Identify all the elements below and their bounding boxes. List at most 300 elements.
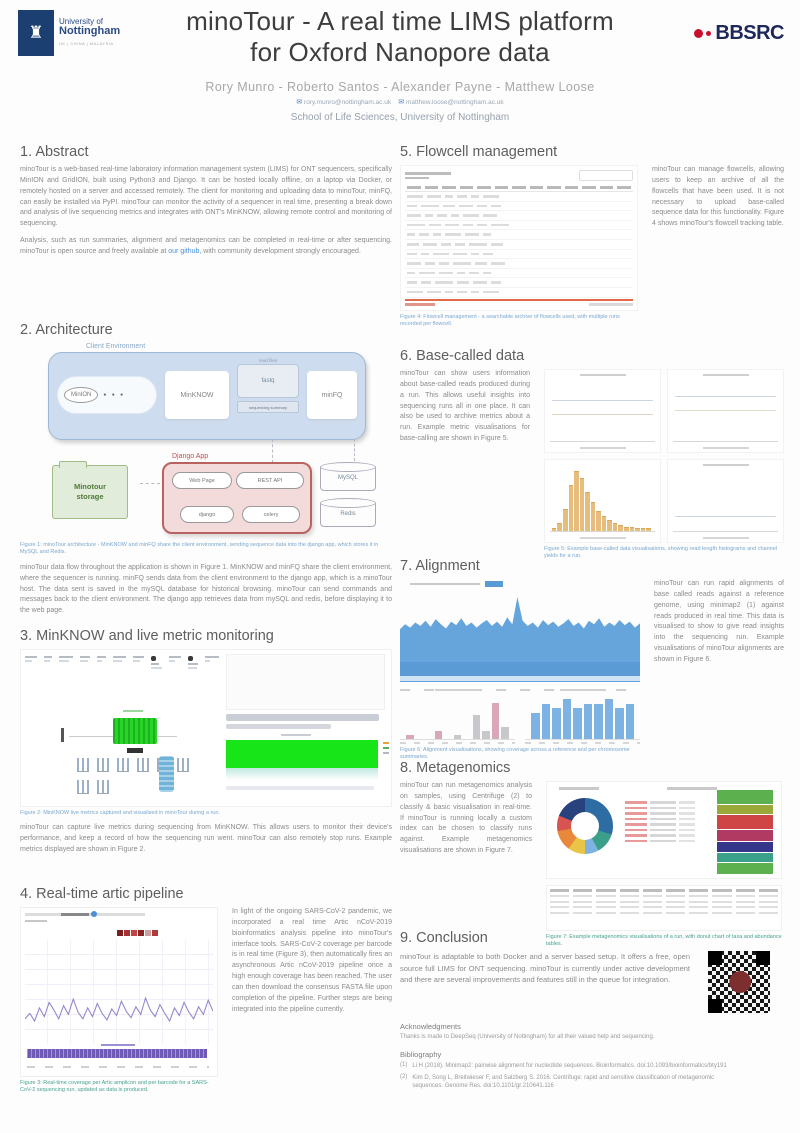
- minfq-node: minFQ: [307, 371, 357, 419]
- table-footer: [405, 303, 633, 306]
- table-cell: [736, 906, 755, 908]
- taxa-count-cell: [679, 807, 695, 810]
- architecture-diagram: [20, 343, 392, 539]
- abundance-band: [717, 853, 773, 862]
- table-cell: [475, 262, 487, 265]
- table-cell: [407, 233, 415, 236]
- table-cell: [712, 895, 731, 897]
- metric-label-line: [169, 660, 175, 662]
- metric-item: [97, 656, 106, 662]
- table-cell: [620, 901, 639, 903]
- slider-handle: [61, 728, 64, 742]
- table-row: [550, 895, 778, 897]
- artic-heading: 4. Real-time artic pipeline: [20, 886, 184, 902]
- metagenomics-bottom-table: [546, 885, 782, 931]
- architecture-heading: 2. Architecture: [20, 322, 113, 338]
- metric-value-line: [188, 663, 198, 665]
- abundance-band: [717, 805, 773, 814]
- django-node: django: [180, 506, 234, 523]
- x-axis: [673, 531, 779, 532]
- table-cell: [712, 912, 731, 914]
- figure6-alignment-charts: [400, 579, 640, 762]
- table-row[interactable]: [405, 230, 633, 240]
- affiliation: School of Life Sciences, University of Nottingham: [290, 112, 510, 123]
- taxa-name-cell: [625, 818, 647, 821]
- column-header: [425, 186, 439, 189]
- conclusion-heading: 9. Conclusion: [400, 930, 488, 946]
- envelope-icon: ✉: [398, 99, 405, 106]
- metric-label-line: [80, 660, 88, 662]
- table-cell: [421, 281, 431, 284]
- authors: Rory Munro - Roberto Santos - Alexander Payne - Matthew Loose: [205, 80, 595, 94]
- table-cell: [425, 262, 435, 265]
- table-cell: [759, 912, 778, 914]
- table-cell: [596, 895, 615, 897]
- conclusion-body: minoTour is adaptable to both Docker and a server based setup. It offers a free, open source full LIMS for ONT sequencing. minoTour is currently under active development and there are several improvements and features still in the queue for integration.: [400, 952, 690, 985]
- table-cell: [429, 224, 441, 227]
- table-title-lines: [405, 170, 451, 181]
- taxa-table-row: [625, 829, 703, 832]
- mini-bar: [406, 735, 414, 739]
- mini-bar: [584, 704, 593, 739]
- table-cell: [473, 281, 487, 284]
- figure5-basecalled-charts: [544, 369, 784, 561]
- table-cell: [427, 195, 441, 198]
- hist-bar: [574, 471, 579, 531]
- legend-line: [580, 374, 626, 376]
- metric-label-line: [113, 660, 122, 662]
- email-link-1[interactable]: rory.munro@nottingham.ac.uk: [304, 99, 392, 106]
- mini-bar: [542, 704, 551, 739]
- taxa-value-cell: [650, 818, 676, 821]
- table-title: [405, 172, 451, 175]
- x-axis-label: [703, 447, 749, 449]
- table-cell: [421, 253, 429, 256]
- table-cell: [491, 262, 505, 265]
- hist-bar: [585, 492, 590, 531]
- taxa-count-cell: [679, 829, 695, 832]
- uon-line1: University of: [59, 17, 104, 26]
- metric-value-line: [25, 656, 37, 658]
- table-cell: [457, 195, 467, 198]
- emails: [0, 98, 800, 106]
- table-cell: [445, 291, 453, 294]
- mini-bar: [435, 731, 443, 739]
- table-cell: [407, 253, 417, 256]
- table-cell: [407, 243, 419, 246]
- table-cell: [596, 901, 615, 903]
- uon-logo-text: [59, 10, 120, 46]
- minion-node: [57, 376, 157, 414]
- uon-tagline: UK | CHINA | MALAYSIA: [59, 40, 114, 46]
- table-cell: [477, 205, 487, 208]
- table-row: [550, 912, 778, 914]
- table-cell: [427, 291, 441, 294]
- table-row[interactable]: [405, 259, 633, 269]
- column-header: [550, 889, 569, 892]
- table-cell: [439, 272, 453, 275]
- table-cell: [666, 906, 685, 908]
- mini-bar: [552, 708, 561, 739]
- column-header: [712, 889, 731, 892]
- table-row[interactable]: [405, 202, 633, 212]
- metric-value-line: [80, 656, 90, 658]
- table-cell: [666, 901, 685, 903]
- table-cell: [459, 205, 473, 208]
- axis-mark: [383, 752, 389, 754]
- mini-bar: [594, 704, 603, 739]
- table-cell: [483, 233, 491, 236]
- taxa-table-row: [625, 834, 703, 837]
- metric-item: [80, 656, 90, 662]
- table-cell: [550, 912, 569, 914]
- column-header: [666, 889, 685, 892]
- mini-bar: [626, 704, 635, 739]
- flat-series-line: [552, 400, 653, 401]
- abstract-para1: minoTour is a web-based real-time laboratory information management system (LIMS) for ONT sequencers, specifically MinION and GridION, built using Python3 and Django. It can be hosted locally offline, on a laptop via Docker, or remotely hosted on a server and accessed remotely. The client for monitoring and uploading data to minoTour, minFQ, can easily be installed via PyPI. minoTour can monitor the activity of a sequencer in real time, presenting a break down and analysis of live sequencing metrics and integrates with ONT's MinKNOW, allowing remote control and monitoring of sequencing.: [20, 166, 392, 228]
- chart-cell-readlength-hist: [544, 459, 661, 543]
- column-header: [495, 186, 509, 189]
- metric-value-line: [133, 656, 144, 658]
- email-link-2[interactable]: matthew.loose@nottingham.ac.uk: [406, 99, 504, 106]
- table-subtitle: [405, 177, 429, 180]
- mini-chart-icon: [77, 758, 89, 772]
- table-row[interactable]: [405, 288, 633, 298]
- taxa-count-cell: [679, 823, 695, 826]
- metric-icon: [188, 656, 193, 661]
- table-cell: [445, 233, 461, 236]
- column-header: [547, 186, 561, 189]
- mini-bar: [473, 715, 481, 739]
- taxa-value-cell: [650, 823, 676, 826]
- taxa-table-row: [625, 818, 703, 821]
- minknow-body: minoTour can capture live metrics during sequencing from MinKNOW. This allows users to monitor their device's performance, and keep a record of how the sequencing run went. minoTour can also remotely stop runs. Example metrics displayed are shown in Figure 2.: [20, 824, 392, 854]
- figure2-minknow-metrics: [20, 649, 392, 807]
- table-row[interactable]: [405, 250, 633, 260]
- flat-series-line: [675, 396, 776, 397]
- metric-value-line: [169, 656, 181, 658]
- abstract-heading: 1. Abstract: [20, 144, 89, 160]
- abundance-band: [717, 830, 773, 841]
- taxa-value-cell: [650, 840, 676, 843]
- search-input[interactable]: [579, 170, 633, 181]
- readfiles-label: read files: [258, 358, 278, 363]
- taxa-name-cell: [625, 829, 647, 832]
- client-environment-label: Client Environment: [86, 343, 146, 350]
- figure3-wrap: [20, 907, 218, 1095]
- table-cell: [491, 224, 509, 227]
- table-cell: [666, 895, 685, 897]
- mini-chart-icon: [97, 780, 109, 794]
- metric-label-line: [25, 660, 32, 662]
- table-cell: [483, 214, 497, 217]
- table-cell: [457, 272, 465, 275]
- section-flowcell: [400, 144, 784, 329]
- sequencing-summary-box: sequencing summary: [237, 401, 299, 413]
- table-row: [550, 901, 778, 903]
- table-cell: [441, 243, 451, 246]
- minion-label: MinION: [64, 387, 98, 403]
- section-basecalled: [400, 348, 784, 561]
- mysql-node: MySQL: [320, 465, 376, 491]
- table-cell: [421, 205, 439, 208]
- pore-state-green-bar: [226, 740, 378, 768]
- coverage-plot-area: [25, 940, 213, 1044]
- flow-dots: ● ● ●: [103, 392, 126, 398]
- column-header: [689, 889, 708, 892]
- metric-item: [188, 656, 198, 669]
- barcode-coverage-bar: [27, 1049, 207, 1058]
- table-cell: [437, 214, 447, 217]
- celery-node: celery: [242, 506, 300, 523]
- coverage-light-strip: [400, 676, 640, 681]
- table-cell: [712, 906, 731, 908]
- bbsrc-dot-icon: [694, 29, 703, 38]
- mini-x-axis: [400, 742, 515, 744]
- table-cell: [443, 205, 455, 208]
- x-axis-label: [580, 537, 626, 539]
- mini-bar: [482, 731, 490, 739]
- artic-trace-svg: [25, 940, 213, 1044]
- abundance-band: [717, 863, 773, 874]
- flowcell-heading: 5. Flowcell management: [400, 144, 558, 160]
- table-toolbar: [405, 170, 633, 181]
- minknow-heading: 3. MinKNOW and live metric monitoring: [20, 628, 274, 644]
- minknow-node: MinKNOW: [165, 371, 229, 419]
- table-cell: [433, 253, 449, 256]
- metric-label-line: [188, 667, 197, 669]
- taxa-value-cell: [650, 807, 676, 810]
- table-cell: [712, 901, 731, 903]
- fastq-box: fastq: [237, 364, 299, 398]
- ref-text: Li H (2018). Minimap2: pairwise alignment for nucleotide sequences. Bioinformatics. doi:10.1093/bioinformatics/bty191: [412, 1063, 727, 1070]
- table-row[interactable]: [405, 211, 633, 221]
- table-cell: [465, 233, 479, 236]
- abundance-band: [717, 815, 773, 829]
- legend-text-line: [410, 583, 480, 585]
- panel-title-line: [667, 787, 717, 790]
- bbsrc-logo: [694, 22, 784, 45]
- green-bar-label: [281, 734, 311, 736]
- table-cell: [491, 243, 503, 246]
- connector-line: [354, 439, 355, 461]
- taxa-name-cell: [625, 840, 647, 843]
- x-axis-ticks: [27, 1066, 209, 1068]
- table-cell: [451, 214, 459, 217]
- x-axis: [673, 441, 779, 442]
- table-cell: [433, 233, 441, 236]
- ref-number: (1): [400, 1062, 408, 1069]
- page-controls[interactable]: [589, 303, 633, 306]
- mini-bar: [501, 727, 509, 739]
- table-cell: [689, 901, 708, 903]
- column-header: [736, 889, 755, 892]
- hist-bar: [602, 516, 607, 531]
- chart-cell-cumulative: [667, 459, 784, 543]
- pagination-label[interactable]: [405, 303, 435, 306]
- table-cell: [573, 901, 592, 903]
- table-cell: [666, 912, 685, 914]
- column-header: [620, 889, 639, 892]
- column-header: [759, 889, 778, 892]
- table-cell: [407, 205, 417, 208]
- mini-bar-chart-right: [525, 695, 640, 740]
- table-cell: [689, 912, 708, 914]
- table-cell: [643, 912, 662, 914]
- table-cell: [550, 906, 569, 908]
- table-row[interactable]: [405, 192, 633, 202]
- acknowledgments-heading: Acknowledgments: [400, 1022, 461, 1031]
- mini-charts: [400, 695, 640, 740]
- django-app-label: Django App: [172, 453, 209, 460]
- taxa-count-cell: [679, 834, 695, 837]
- table-cell: [471, 253, 479, 256]
- table-cell: [643, 906, 662, 908]
- mini-x-axes: [400, 742, 640, 744]
- coverage-legend: [410, 581, 640, 587]
- table-cell: [550, 901, 569, 903]
- section-alignment: [400, 558, 784, 762]
- table-cell: [491, 281, 501, 284]
- client-environment-box: [48, 352, 366, 440]
- table-header-row: [405, 184, 633, 192]
- table-row[interactable]: [405, 240, 633, 250]
- flowcell-icon: [113, 718, 157, 744]
- section-architecture: [20, 322, 392, 617]
- taxa-count-cell: [679, 840, 695, 843]
- taxa-value-cell: [650, 834, 676, 837]
- hist-bar: [596, 511, 601, 531]
- abundance-bands: [717, 790, 773, 874]
- x-axis-label: [703, 537, 749, 539]
- section-metagenomics: [400, 760, 784, 949]
- table-cell: [596, 906, 615, 908]
- metric-value-line: [59, 656, 73, 658]
- reference-2: [400, 1074, 784, 1091]
- read-length-histogram: [552, 472, 651, 531]
- metric-value-line: [151, 663, 159, 665]
- uon-line2: Nottingham: [59, 25, 121, 38]
- section-abstract: [20, 144, 392, 258]
- ref-text: Kim D, Song L, Breitwieser F, and Salzberg S. 2016. Centrifuge: rapid and sensitive classification of metagenomic sequences. Genome Res. doi:10.1101/gr.210641.116: [412, 1074, 715, 1090]
- taxa-table-row: [625, 807, 703, 810]
- artic-trace: [25, 998, 213, 1021]
- table-cell: [689, 895, 708, 897]
- heat-block: [145, 930, 151, 936]
- table-cell: [620, 895, 639, 897]
- abundance-band: [717, 842, 773, 852]
- heat-block: [131, 930, 137, 936]
- flat-series-line: [675, 410, 776, 411]
- abundance-band: [717, 790, 773, 804]
- table-row[interactable]: [405, 278, 633, 288]
- mini-chart-title: [435, 689, 481, 691]
- abstract-para2: [20, 236, 392, 258]
- connector-line: [140, 483, 160, 484]
- chart-grid: [544, 369, 784, 543]
- gray-bar: [226, 714, 379, 721]
- mini-chart-icon: [77, 780, 89, 794]
- heat-block: [117, 930, 123, 936]
- heat-block: [152, 930, 158, 936]
- figure4-caption: Figure 4: Flowcell management - a searchable archive of flowcells used, with multiple runs recorded per flowcell.: [400, 314, 620, 328]
- table-cell: [759, 901, 778, 903]
- hist-bar: [580, 478, 585, 531]
- title-line2: for Oxford Nanopore data: [250, 36, 550, 67]
- column-header: [573, 889, 592, 892]
- metric-value-line: [113, 656, 126, 658]
- table-cell: [471, 195, 479, 198]
- envelope-icon: ✉: [296, 99, 303, 106]
- redis-node: Redis: [320, 501, 376, 527]
- table-row[interactable]: [405, 269, 633, 279]
- axis-mark: [383, 742, 389, 744]
- table-cell: [407, 291, 423, 294]
- metric-icon-grid: [77, 758, 197, 794]
- bbsrc-dot-icon: [706, 31, 711, 36]
- figure4-flowcell-table: [400, 165, 638, 311]
- mini-chart-icon: [117, 758, 129, 772]
- metric-icon: [151, 656, 156, 661]
- column-header: [600, 186, 614, 189]
- basecalled-body: minoTour can show users information about base-called reads produced during a run. This allows useful insights into sequencing runs all in one place. It can also be used to archive metrics about a run. Example metric visualisations for base-calling are shown in Figure 5.: [400, 370, 530, 443]
- flowcell-body: minoTour can manage flowcells, allowing users to keep an archive of all the flowcells that have been used. It is not necessary to upload base-called sequence data for this functionality. Figure 4 shows minoTour's flowcell tracking table.: [652, 166, 784, 228]
- mini-bar-chart-left: [400, 695, 515, 740]
- storage-label1: Minotour: [73, 482, 107, 492]
- column-header: [617, 186, 631, 189]
- taxa-name-cell: [625, 807, 647, 810]
- metric-label-line: [151, 667, 162, 669]
- table-cell: [736, 912, 755, 914]
- column-header: [477, 186, 491, 189]
- table-row[interactable]: [405, 221, 633, 231]
- hist-bar: [563, 509, 568, 531]
- taxa-name-cell: [625, 801, 647, 804]
- taxa-value-cell: [650, 812, 676, 815]
- table-cell: [453, 262, 471, 265]
- flat-series-line: [552, 414, 653, 415]
- alignment-body: minoTour can run rapid alignments of base called reads against a reference genome, using minimap2 (1) against reads produced in real time. This data is visualised to show to give read insights into the sequencing run. Example visualisations of minoTour alignments are shown in Figure 6.: [654, 580, 784, 663]
- taxa-count-cell: [679, 818, 695, 821]
- histogram-thumb-icon: [159, 756, 174, 792]
- metagenomics-body: minoTour can run metagenomics analysis on samples, using Centrifuge (2) to classify & basic visualisation in real-time. If minoTour is running locally a custom index can be chosen to classify runs against. Example metagenomics visualisations are shown in Figure 7.: [400, 782, 532, 855]
- taxa-value-cell: [650, 801, 676, 804]
- bibliography-heading: Bibliography: [400, 1050, 442, 1060]
- gray-bar: [226, 724, 331, 729]
- coverage-base-band: [400, 662, 640, 676]
- metric-value-line: [97, 656, 106, 658]
- table-cell: [483, 195, 499, 198]
- figure5-caption: Figure 5: Example base-called data visualisations, showing read length histograms and channel yields for a run.: [544, 546, 777, 560]
- range-slider-segment[interactable]: [61, 913, 89, 916]
- figure1-caption: Figure 1: minoTour architecture - MinKNOW and minFQ share the client environment, sending sequence data into the django app, which stores it in MySQL and Redis.: [20, 542, 379, 556]
- table-cell: [491, 205, 501, 208]
- table-cell: [469, 272, 479, 275]
- figure3-caption: Figure 3: Real-time coverage per Artic amplicon and per barcode for a SARS-CoV-2 sequencing run, updated as data is produced.: [20, 1080, 209, 1094]
- section-artic: [20, 886, 392, 1095]
- legend-swatch-blue: [485, 581, 503, 587]
- table-cell: [483, 272, 491, 275]
- chart-cell-quality: [667, 369, 784, 453]
- taxa-value-cell: [650, 829, 676, 832]
- range-slider-handle[interactable]: [91, 911, 97, 917]
- x-axis: [550, 531, 656, 532]
- hist-bar: [591, 502, 596, 531]
- taxa-table-row: [625, 840, 703, 843]
- table-cell: [407, 224, 425, 227]
- table-cell: [407, 195, 423, 198]
- github-link[interactable]: our github,: [168, 247, 202, 255]
